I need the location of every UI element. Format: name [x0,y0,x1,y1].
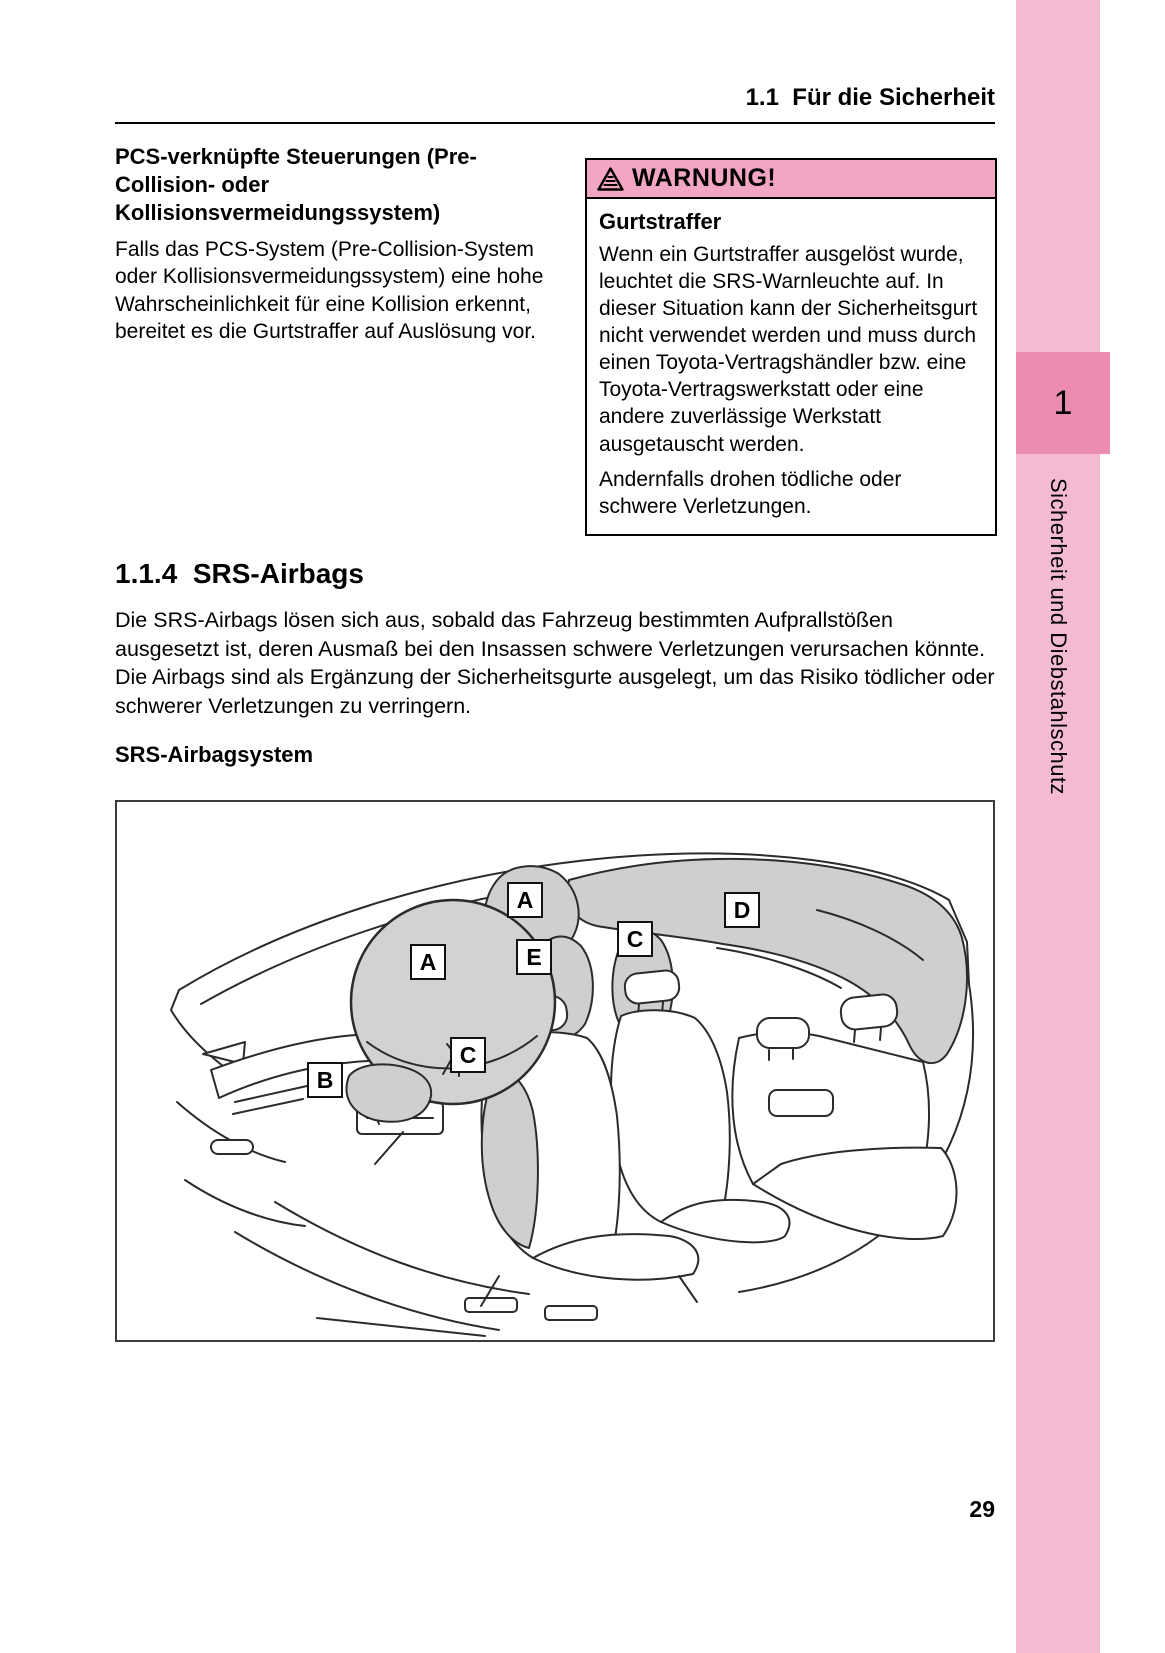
airbag-label-curtain: D [724,892,760,928]
warning-subtitle: Gurtstraffer [599,209,722,234]
warning-box-header [587,160,995,199]
airbag-label-rear-side: C [617,921,653,957]
section-heading: 1.1.4 SRS-Airbags [115,558,364,589]
airbag-label-front-passenger: A [507,882,543,918]
pcs-body-text: Falls das PCS-System (Pre-Collision-System oder Kollisionsvermeidungssystem) eine hohe Wahrscheinlichkeit für eine Kollision erkennt, bereitet es die Gurtstraffer auf Auslösung vor. [115,238,544,343]
chapter-title-vertical [1016,478,1100,795]
airbag-label-center: E [516,939,552,975]
section-body-text: Die SRS-Airbags lösen sich aus, sobald das Fahrzeug bestimmten Aufprallstößen ausgesetzt ist, deren Ausmaß bei den Insassen schwere Verletzungen verursachen könnte. Die Airbags sind als Ergänzung der Sicherheitsgurte ausgelegt, um das Risiko tödlicher oder schwerer Verletzungen zu verringern. [115,608,995,718]
airbag-label-front-side: C [450,1037,486,1073]
car-interior-illustration [117,802,993,1340]
warning-box-content [587,199,995,534]
chapter-number: 1 [1053,383,1073,422]
warning-body-text-2: Andernfalls drohen tödliche oder schwere Verletzungen. [599,467,902,518]
chapter-stripe [1016,0,1100,1653]
page-header-title: 1.1 Für die Sicherheit [115,84,995,124]
warning-body-text: Wenn ein Gurtstraffer ausgelöst wurde, leuchtet die SRS-Warnleuchte auf. In dieser Situation kann der Sicherheitsgurt nicht verwendet werden und muss durch einen Toyota-Vertragshändler bzw. eine Toyota-Vertragswerkstatt oder eine andere zuverlässige Werkstatt ausgetauscht werden. [599,243,978,456]
warning-box [585,158,997,536]
pcs-heading: PCS-verknüpfte Steuerungen (Pre-Collision- oder Kollisionsvermeidungssystem) [115,144,477,226]
warning-triangle-icon [597,167,624,191]
chapter-tab [1016,352,1110,454]
figure-subheading: SRS-Airbagsystem [115,742,314,767]
knee-airbag-shape [347,1064,432,1121]
warning-title: WARNUNG! [632,164,777,192]
chapter-title-text: Sicherheit und Diebstahlschutz [1046,478,1071,796]
page-number: 29 [969,1496,995,1522]
airbag-label-knee: B [307,1062,343,1098]
airbag-diagram [115,800,995,1342]
airbag-label-driver: A [410,944,446,980]
